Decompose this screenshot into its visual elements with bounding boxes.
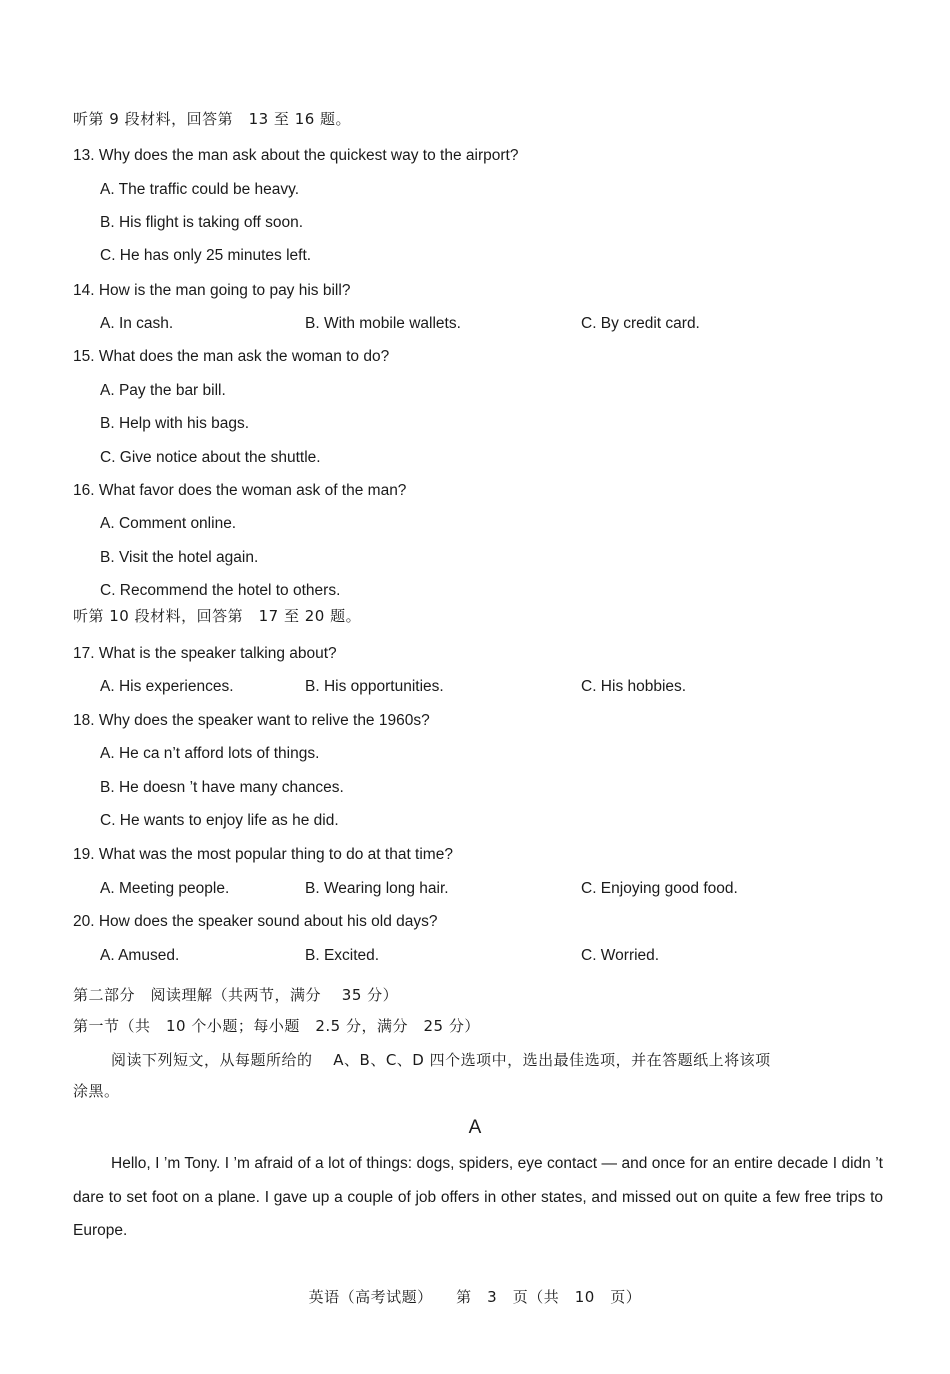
section-header: 听第 9 段材料，回答第 13 至 16 题。 xyxy=(73,110,352,128)
passage-text: Hello, I ’m Tony. I ’m afraid of a lot of things: dogs, spiders, eye contact — and once for an entire decade I didn ’t dare to set foot on a plane. I gave up a couple of job offers in other states, and missed out on quite a few free trips to Europe. xyxy=(73,1155,883,1239)
question-15: 15. What does the man ask the woman to do? xyxy=(73,348,390,365)
question-19: 19. What was the most popular thing to do at that time? xyxy=(73,846,453,863)
question-20: 20. How does the speaker sound about his old days? xyxy=(73,913,438,930)
option-18c: C. He wants to enjoy life as he did. xyxy=(100,812,339,829)
option-20c: C. Worried. xyxy=(581,947,660,964)
option-20a: A. Amused. xyxy=(100,947,180,964)
option-20b: B. Excited. xyxy=(305,947,380,964)
section-header: 听第 10 段材料，回答第 17 至 20 题。 xyxy=(73,607,362,625)
passage-label: A xyxy=(468,1117,482,1138)
option-17a: A. His experiences. xyxy=(100,678,234,695)
option-17c: C. His hobbies. xyxy=(581,678,687,695)
instruction-text-continued: 涂黑。 xyxy=(73,1082,120,1100)
page-footer: 英语（高考试题） 第 3 页（共 10 页） xyxy=(308,1288,642,1306)
option-16b: B. Visit the hotel again. xyxy=(100,549,259,566)
option-18b: B. He doesn ’t have many chances. xyxy=(100,779,344,796)
instruction-text: 阅读下列短文，从每题所给的 A、B、C、D 四个选项中，选出最佳选项，并在答题纸上将该项 xyxy=(111,1051,771,1069)
option-19b: B. Wearing long hair. xyxy=(305,880,449,897)
option-14b: B. With mobile wallets. xyxy=(305,315,461,332)
option-19c: C. Enjoying good food. xyxy=(581,880,738,897)
option-13c: C. He has only 25 minutes left. xyxy=(100,247,312,264)
section-header: 第一节（共 10 个小题；每小题 2.5 分，满分 25 分） xyxy=(73,1017,480,1035)
passage-paragraph xyxy=(73,1147,883,1248)
option-14a: A. In cash. xyxy=(100,315,174,332)
option-18a: A. He ca n’t afford lots of things. xyxy=(100,745,320,762)
question-18: 18. Why does the speaker want to relive the 1960s? xyxy=(73,712,430,729)
part-header: 第二部分 阅读理解（共两节，满分 35 分） xyxy=(73,986,399,1004)
option-13a: A. The traffic could be heavy. xyxy=(100,181,300,198)
option-15a: A. Pay the bar bill. xyxy=(100,382,226,399)
option-16c: C. Recommend the hotel to others. xyxy=(100,582,341,599)
question-13: 13. Why does the man ask about the quickest way to the airport? xyxy=(73,147,519,164)
option-17b: B. His opportunities. xyxy=(305,678,444,695)
option-13b: B. His flight is taking off soon. xyxy=(100,214,304,231)
option-16a: A. Comment online. xyxy=(100,515,237,532)
option-15c: C. Give notice about the shuttle. xyxy=(100,449,321,466)
option-14c: C. By credit card. xyxy=(581,315,700,332)
option-15b: B. Help with his bags. xyxy=(100,415,250,432)
question-16: 16. What favor does the woman ask of the man? xyxy=(73,482,407,499)
question-14: 14. How is the man going to pay his bill? xyxy=(73,282,351,299)
question-17: 17. What is the speaker talking about? xyxy=(73,645,337,662)
option-19a: A. Meeting people. xyxy=(100,880,230,897)
